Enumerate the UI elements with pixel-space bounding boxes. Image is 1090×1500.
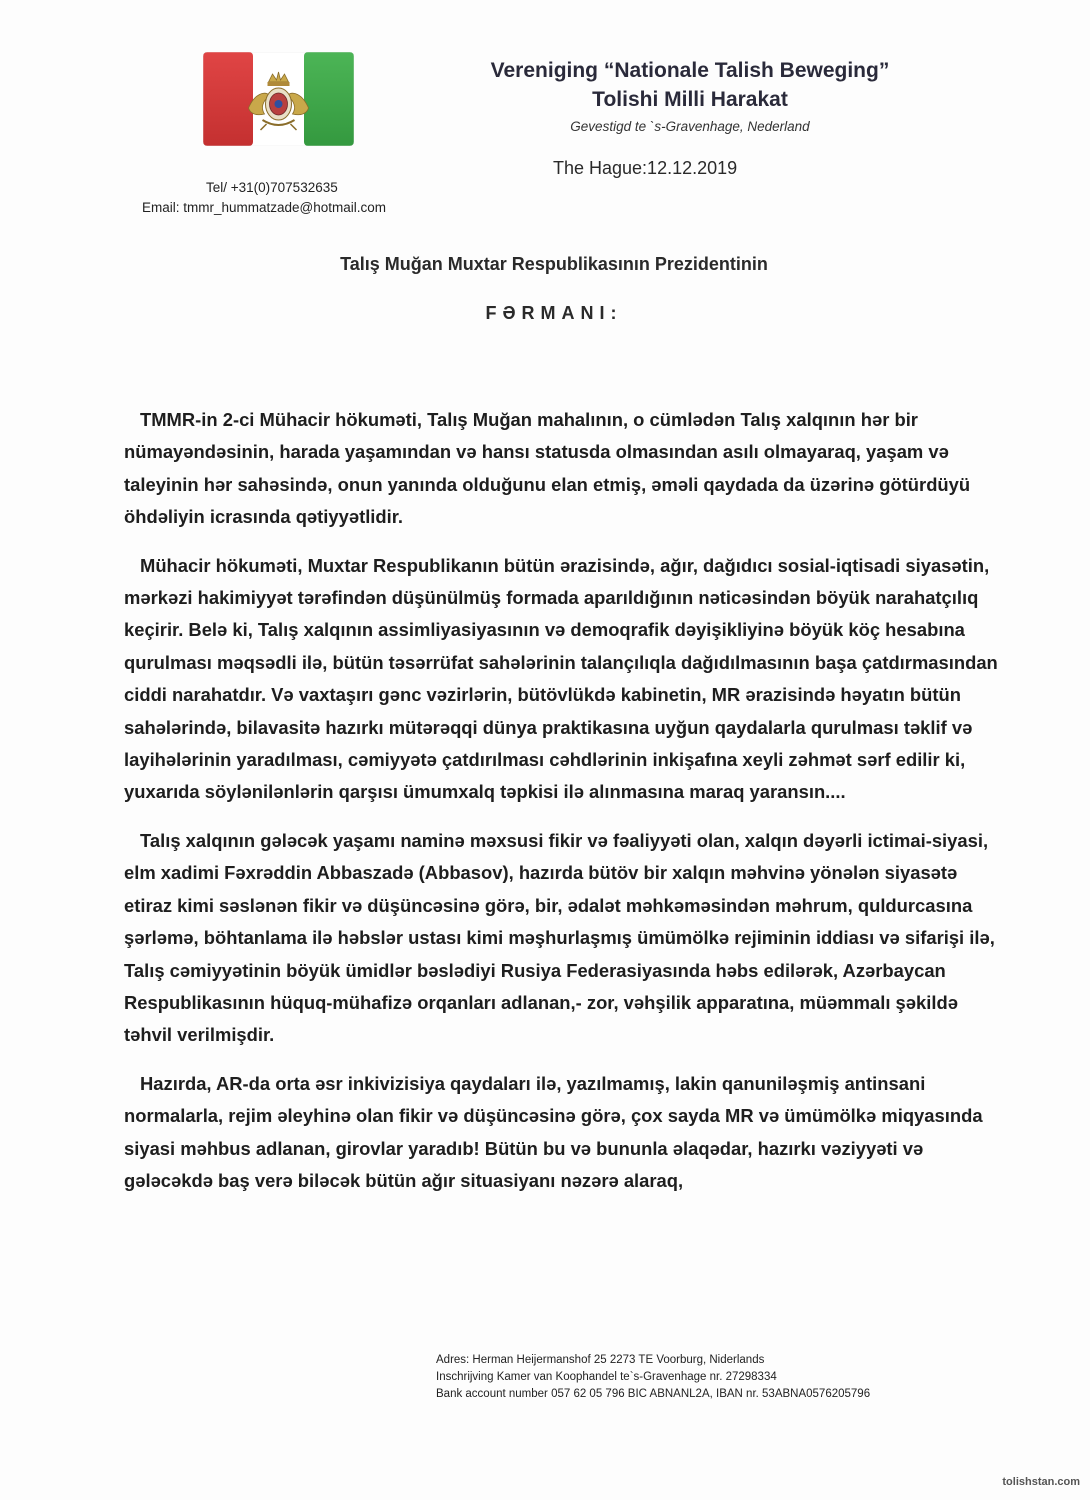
organization-header: [450, 56, 930, 138]
body-paragraph: Talış xalqının gələcək yaşamı naminə məxsusi fikir və fəaliyyəti olan, xalqın dəyərli ictimai-siyasi, elm xadimi Fəxrəddin Abbaszadə (Abbasov), hazırda bütöv bir xalqın məhvinə yönələn siyasətə etiraz kimi səslənən fikir və düşüncəsinə görə, bir, ədalət məhkəməsindən məhrum, quldurcasına şərləmə, böhtanlama ilə həbslər ustası kimi məşhurlaşmış ümümölkə rejiminin iddiası və sifarişi ilə, Talış cəmiyyətinin böyük ümidlər bəslədiyi Rusiya Federasiyasında həbs edilərək, Azərbaycan Respublikasının hüquq-mühafizə orqanları adlanan,- zor, vəhşilik apparatına, müəmmalı şəkildə təhvil verilmişdir.: [124, 829, 995, 1046]
footer-registration: Inschrijving Kamer van Koophandel te`s-Gravenhage nr. 27298334: [436, 1371, 777, 1383]
flag-emblem-logo: [203, 52, 354, 146]
telephone-number: Tel/ +31(0)707532635: [206, 180, 338, 195]
footer-address: Adres: Herman Heijermanshof 25 2273 TE Voorburg, Niderlands: [436, 1354, 765, 1366]
contact-block: [120, 178, 440, 218]
organization-location: Gevestigd te `s-Gravenhage, Nederland: [570, 119, 810, 134]
body-paragraph: Mühacir hökuməti, Muxtar Respublikanın bütün ərazisində, ağır, dağıdıcı sosial-iqtisadi siyasətin, mərkəzi hakimiyyət tərəfindən düşünülmüş formada aparıldığının nəticəsindən böyük narahatçılıq keçirir. Belə ki, Talış xalqının assimliyasiyasının və demoqrafik dəyişikliyinə böyük köç hesabına qurulması məqsədli ilə, bütün təsərrüfat sahələrinin talançılıqla dağıdılmasının başa çatdırmasından ciddi narahatdır. Və vaxtaşırı gənc vəzirlərin, bütövlükdə kabinetin, MR ərazisində həyatın bütün sahələrində, bilavasitə hazırkı mütərəqqi dünya praktikasına uyğun qaydalarla qurulması təklif və layihələrinin yaradılması, cəmiyyətə çatdırılması cəhdlərinin inkişafına xeyli zəhmət sərf edilir ki, yuxarıda söylənilənlərin qarşısı ümumxalq təpkisi ilə alınmasına maraq yaransın....: [124, 554, 998, 803]
document-body: [124, 404, 1004, 1213]
watermark-text: tolishstan.com: [1002, 1476, 1080, 1488]
email-address: Email: tmmr_hummatzade@hotmail.com: [142, 200, 387, 215]
footer-bank-account: Bank account number 057 62 05 796 BIC ABNANL2A, IBAN nr. 53ABNA0576205796: [436, 1388, 871, 1400]
organization-name: Vereniging “Nationale Talish Beweging”: [490, 59, 890, 82]
date-line: The Hague:12.12.2019: [553, 158, 738, 178]
footer-block: [436, 1352, 956, 1403]
document-heading: FƏRMANI:: [485, 303, 623, 323]
body-paragraph: TMMR-in 2-ci Mühacir hökuməti, Talış Muğan mahalının, o cümlədən Talış xalqının hər bir nümayəndəsinin, harada yaşamından və hansı statusda olmasından asılı olmayaraq, yaşam və taleyinin hər sahəsində, onun yanında olduğunu elan etmiş, əməli qaydada da üzərinə götürdüyü öhdəliyin icrasında qətiyyətlidir.: [124, 409, 971, 528]
document-title: Talış Muğan Muxtar Respublikasının Prezidentinin: [340, 254, 768, 274]
flag-emblem-icon: [203, 52, 354, 146]
body-paragraph: Hazırda, AR-da orta əsr inkivizisiya qaydaları ilə, yazılmamış, lakin qanunіləşmiş antinsani normalarla, rejim əleyhinə olan fikir və düşüncəsinə görə, çox sayda MR və ümümölkə miqyasında siyasi məhbus adlanan, girovlar yaradıb! Bütün bu və bununla əlaqədar, hazırkı vəziyyəti və gələcəkdə baş verə biləcək bütün ağır situasiyanı nəzərə alaraq,: [124, 1072, 983, 1191]
organization-subname: Tolishi Milli Harakat: [592, 88, 788, 111]
